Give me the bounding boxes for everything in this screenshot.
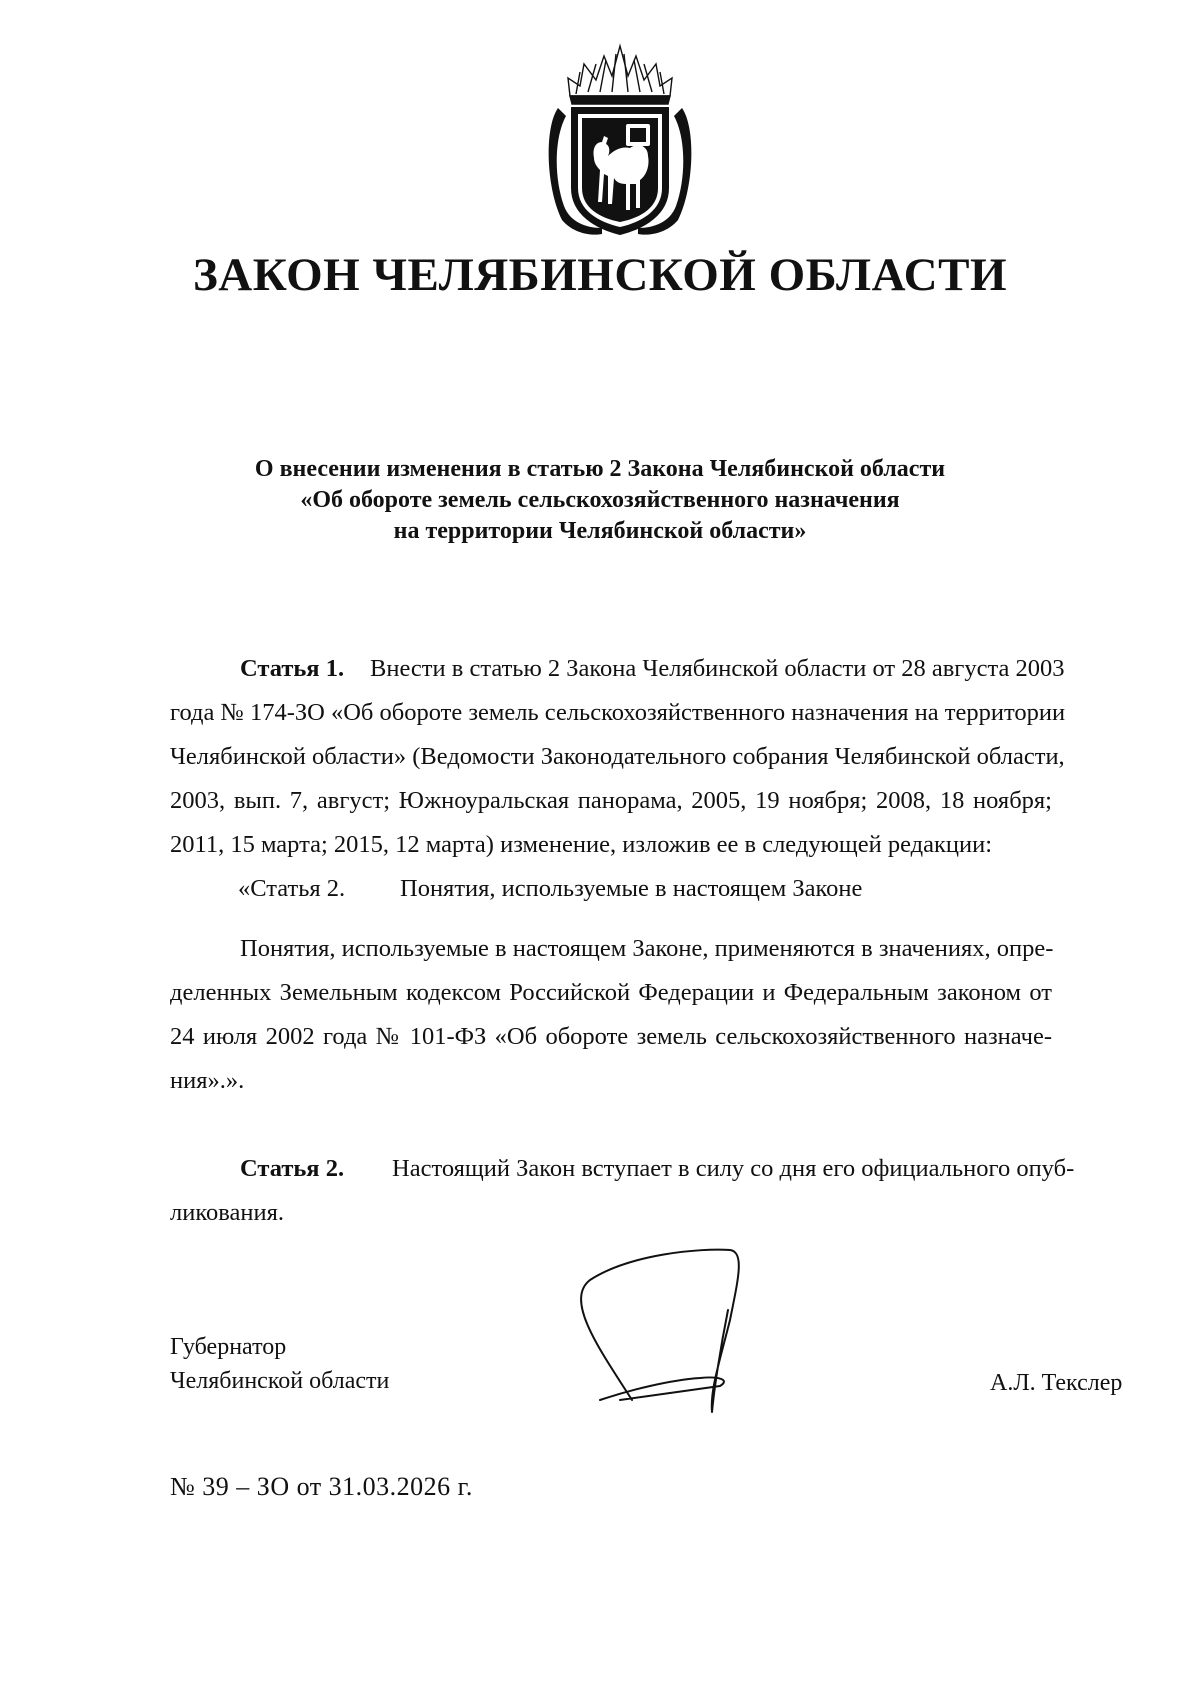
signatory-name: А.Л. Текслер — [990, 1370, 1123, 1396]
article2-label: Статья 2. — [240, 1155, 345, 1182]
subject-line: «Об обороте земель сельскохозяйственного назначения — [300, 487, 900, 513]
article2-second-line: ликования. — [170, 1199, 284, 1226]
signatory-position-line: Челябинской области — [170, 1368, 390, 1394]
quoted-article-title: Понятия, используемые в настоящем Законе — [400, 875, 863, 902]
article1-text-line: Челябинской области» (Ведомости Законодательного собрания Челябинской области, — [170, 743, 1065, 770]
article1-text-line: года № 174-ЗО «Об обороте земель сельскохозяйственного назначения на территории — [170, 699, 1066, 726]
signatory-position-line: Губернатор — [170, 1334, 287, 1360]
law-subject — [160, 454, 1040, 547]
quoted-body-line: деленных Земельным кодексом Российской Федерации и Федеральным законом от — [170, 979, 1052, 1006]
quoted-article-label: «Статья 2. — [238, 875, 346, 902]
article1-label: Статья 1. — [240, 655, 345, 682]
registration-number: № 39 – ЗО от 31.03.2026 г. — [170, 1472, 473, 1501]
article1-text-line: 2011, 15 марта; 2015, 12 марта) изменение, изложив ее в следующей редакции: — [170, 831, 993, 858]
article1-first-line: Внести в статью 2 Закона Челябинской области от 28 августа 2003 — [370, 655, 1065, 682]
article1-text-line: 2003, вып. 7, август; Южноуральская панорама, 2005, 19 ноября; 2008, 18 ноября; — [170, 787, 1052, 814]
quoted-body-line: 24 июля 2002 года № 101-ФЗ «Об обороте земель сельскохозяйственного назначе- — [170, 1023, 1052, 1050]
chelyabinsk-coat-of-arms-icon — [540, 38, 700, 243]
handwritten-signature — [560, 1240, 810, 1430]
law-title: ЗАКОН ЧЕЛЯБИНСКОЙ ОБЛАСТИ — [192, 249, 1008, 301]
article2-first-line: Настоящий Закон вступает в силу со дня его официального опуб- — [392, 1155, 1075, 1182]
subject-line: О внесении изменения в статью 2 Закона Челябинской области — [254, 456, 946, 482]
quoted-body-line: Понятия, используемые в настоящем Законе, применяются в значениях, опре- — [240, 935, 1054, 962]
quoted-body-line: ния».». — [170, 1067, 245, 1094]
subject-line: на территории Челябинской области» — [393, 518, 807, 544]
signatory-position — [170, 1330, 389, 1398]
